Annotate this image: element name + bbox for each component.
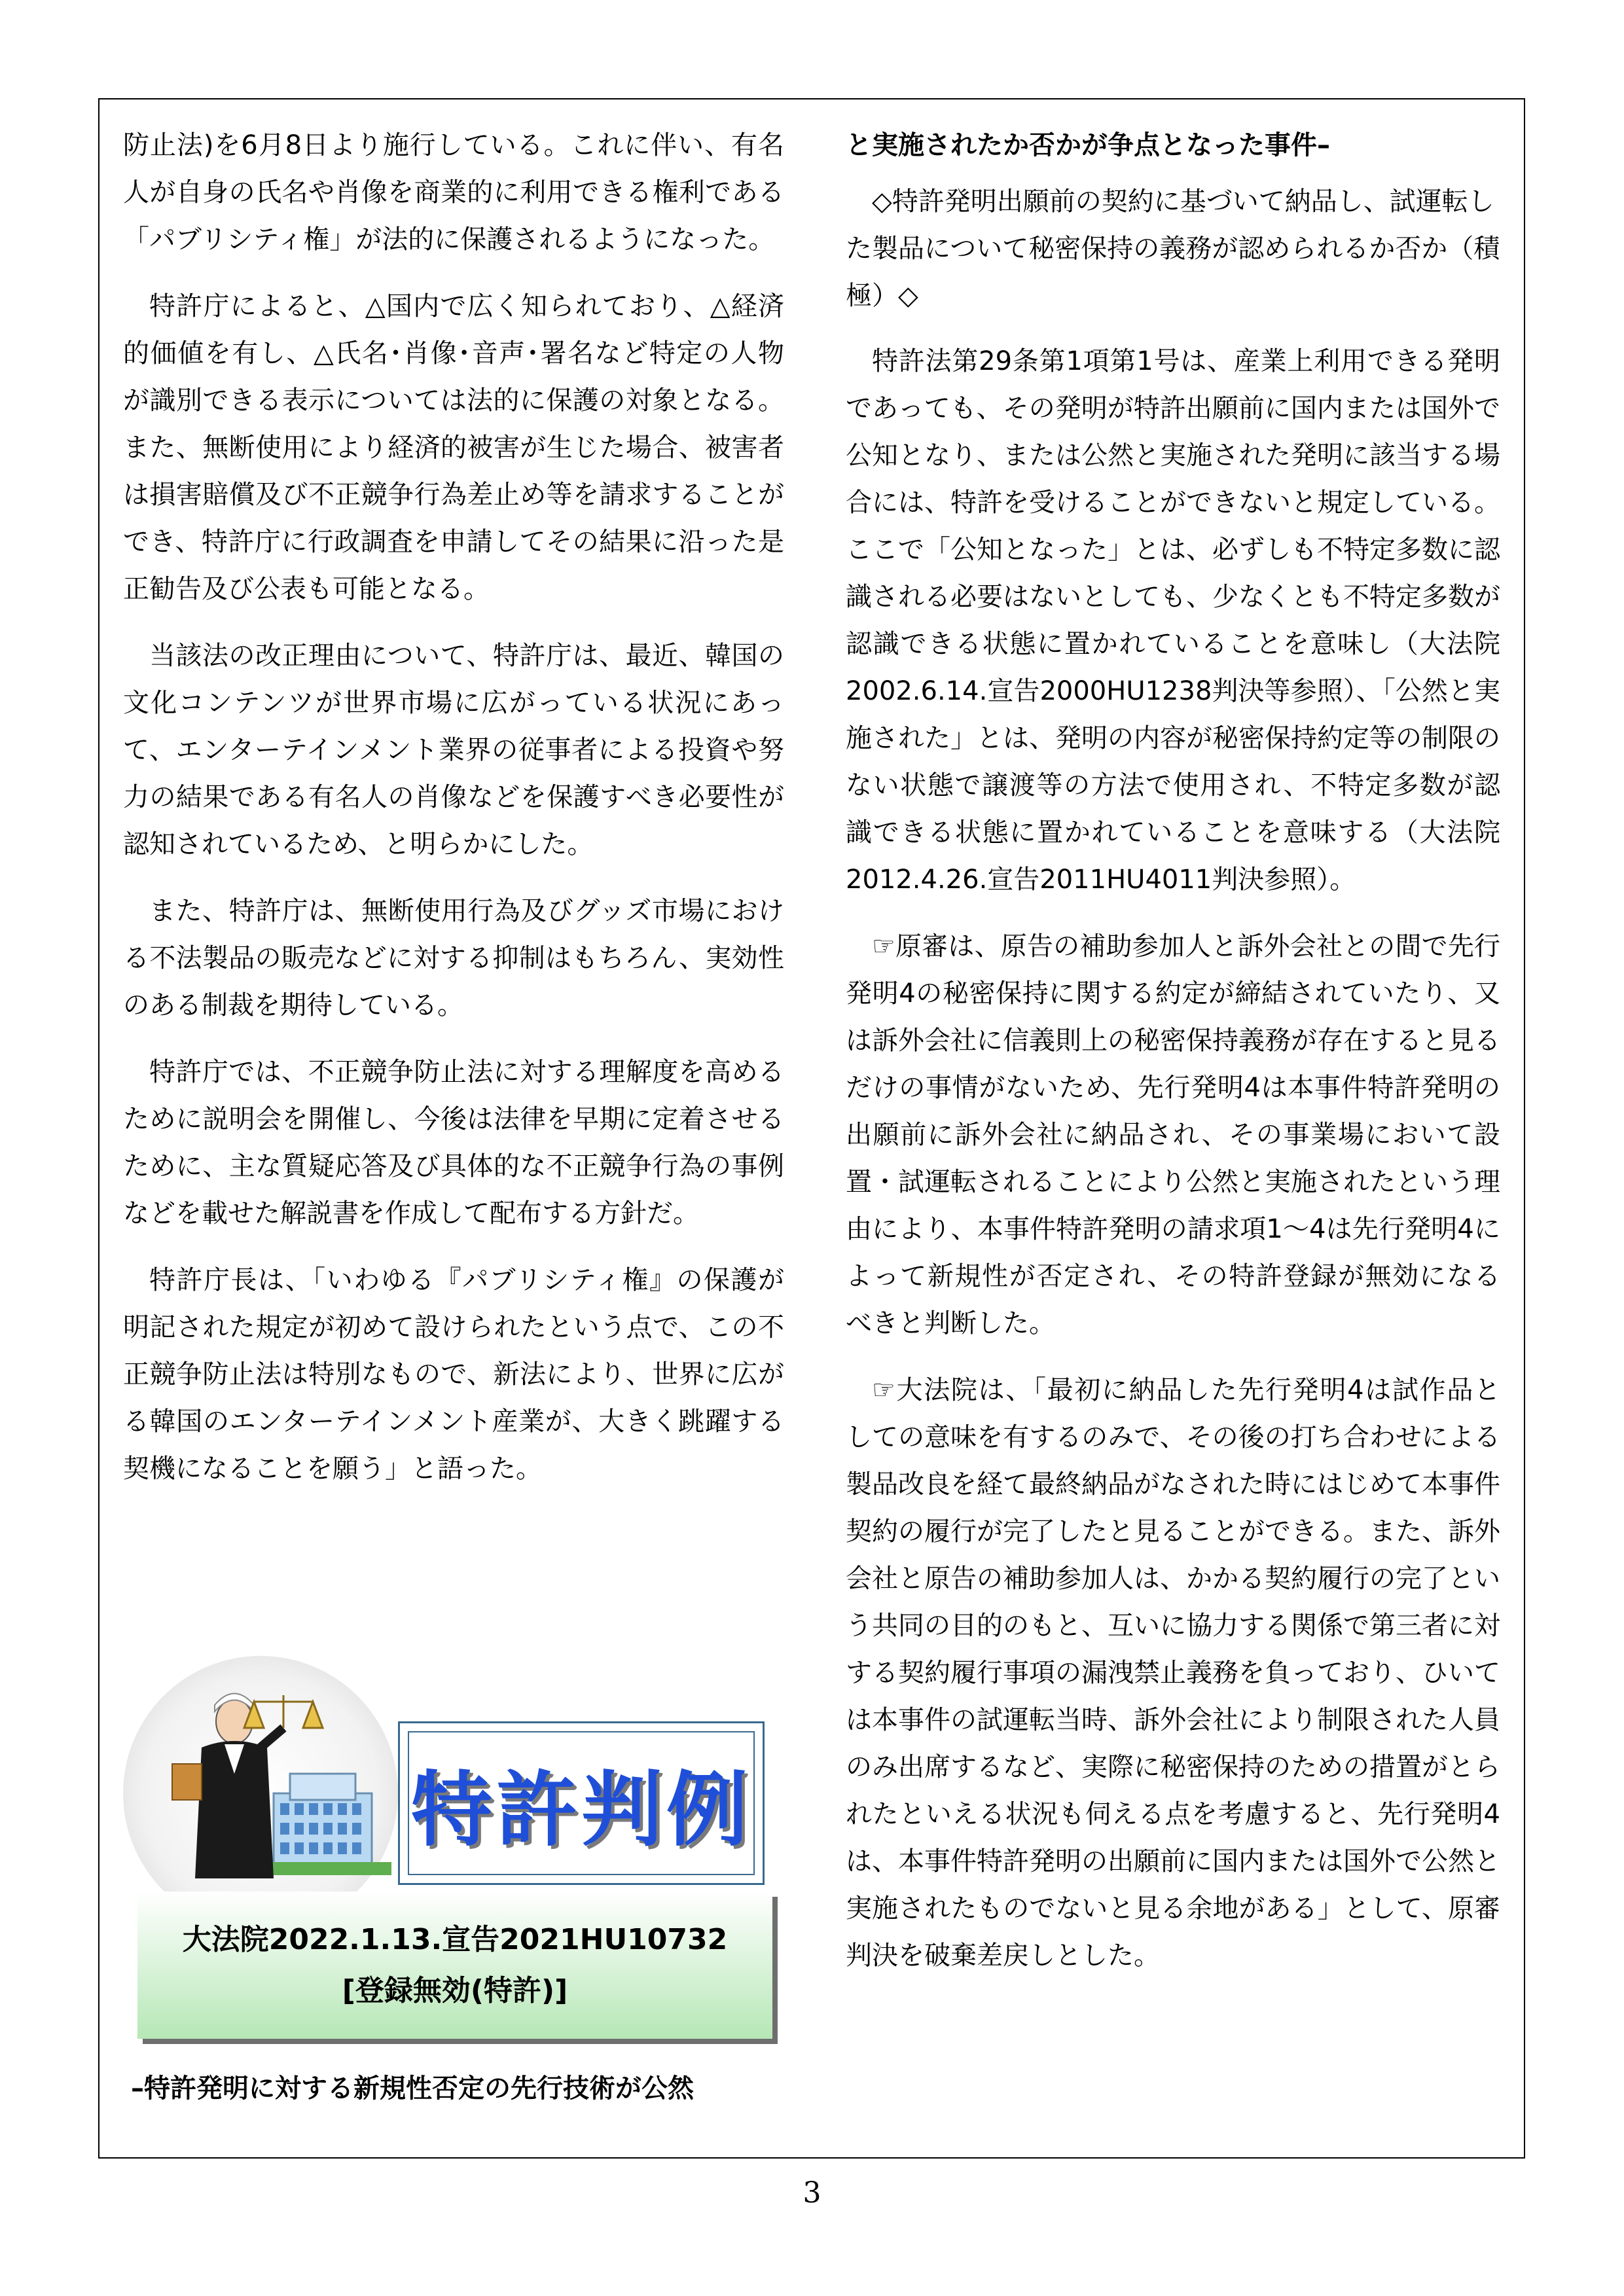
right-paragraph-3: ☞大法院は、「最初に納品した先行発明4は試作品としての意味を有するのみで、その後の打ち合わせによる製品改良を経て最終納品がなされた時にはじめて本事件契約の履行が完了したと見ることができる。また、訴外会社と原告の補助参加人は、かかる契約履行の完了という共同の目的のもと、互いに協力する関係で第三者に対する契約履行事項の漏洩禁止義務を負っており、ひいては本事件の試運転当時、訴外会社により制限された人員のみ出席するなど、実際に秘密保持のための措置がとられたといえる状況も伺える点を考慮すると、先行発明4は、本事件特許発明の出願前に国内または国外で公然と実施されたものでないと見る余地がある」として、原審判決を破棄差戻しとした。 xyxy=(846,1375,1500,1971)
case-heading: と実施されたか否かが争点となった事件– xyxy=(846,130,1330,160)
page-number: 3 xyxy=(803,2176,821,2210)
case-subheading: ◇特許発明出願前の契約に基づいて納品し、試運転した製品について秘密保持の義務が認められるか否か（積極）◇ xyxy=(846,187,1500,311)
right-paragraph-1: 特許法第29条第1項第1号は、産業上利用できる発明であっても、その発明が特許出願前に国内または国外で公知となり、または公然と実施された発明に該当する場合には、特許を受けることができないと規定している。ここで「公知となった」とは、必ずしも不特定多数に認識される必要はないとしても、少なくとも不特定多数が認識できる状態に置かれていることを意味し（大法院2002.6.14.宣告2000HU1238判決等参照）、「公然と実施された」とは、発明の内容が秘密保持約定等の制限のない状態で譲渡等の方法で使用され、不特定多数が認識できる状態に置かれていることを意味する（大法院2012.4.26.宣告2011HU4011判決参照）。 xyxy=(846,346,1500,895)
courthouse-building-icon xyxy=(261,1774,391,1875)
banner-title: 特許判例 xyxy=(410,1763,751,1857)
scales-of-justice xyxy=(244,1695,323,1728)
left-paragraph-6: 特許庁長は、「いわゆる『パブリシティ権』の保護が明記された規定が初めて設けられたという点で、この不正競争防止法は特別なもので、新法により、世界に広がる韓国のエンターテインメント産業が、大きく跳躍する契機になることを願う」と語った。 xyxy=(123,1265,784,1484)
case-number: 大法院2022.1.13.宣告2021HU10732 xyxy=(182,1922,728,1956)
judge-with-scales-icon xyxy=(149,1676,411,1898)
left-paragraph-5: 特許庁では、不正競争防止法に対する理解度を高めるために説明会を開催し、今後は法律を早期に定着させるために、主な質疑応答及び具体的な不正競争行為の事例などを載せた解説書を作成して配布する方針だ。 xyxy=(123,1057,784,1229)
right-paragraph-2: ☞原審は、原告の補助参加人と訴外会社との間で先行発明4の秘密保持に関する約定が締結されていたり、又は訴外会社に信義則上の秘密保持義務が存在すると見るだけの事情がないため、先行発明4は本事件特許発明の出願前に訴外会社に納品され、その事業場において設置・試運転されることにより公然と実施されたという理由により、本事件特許発明の請求項1～4は先行発明4によって新規性が否定され、その特許登録が無効になるべきと判断した。 xyxy=(846,931,1500,1338)
case-type: [登録無効(特許)] xyxy=(342,1973,568,2007)
patent-case-banner xyxy=(123,1656,787,1892)
right-column xyxy=(846,122,1500,1999)
case-info-box xyxy=(137,1892,772,2039)
left-column xyxy=(123,122,784,1512)
left-paragraph-2: 特許庁によると、△国内で広く知られており、△経済的価値を有し、△氏名･肖像･音声･署名など特定の人物が識別できる表示については法的に保護の対象となる。また、無断使用により経済的被害が生じた場合、被害者は損害賠償及び不正競争行為差止め等を請求することができ、特許庁に行政調査を申請してその結果に沿った是正勧告及び公表も可能となる。 xyxy=(123,291,784,604)
left-paragraph-4: また、特許庁は、無断使用行為及びグッズ市場における不法製品の販売などに対する抑制はもちろん、実効性のある制裁を期待している。 xyxy=(123,896,784,1020)
left-paragraph-1: 防止法)を6月8日より施行している。これに伴い、有名人が自身の氏名や肖像を商業的に利用できる権利である「パブリシティ権」が法的に保護されるようになった。 xyxy=(123,130,784,255)
title-box xyxy=(398,1721,765,1885)
case-tagline: –特許発明に対する新規性否定の先行技術が公然 xyxy=(131,2073,694,2104)
judge-figure xyxy=(172,1694,283,1879)
left-paragraph-3: 当該法の改正理由について、特許庁は、最近、韓国の文化コンテンツが世界市場に広がっている状況にあって、エンターテインメント業界の従事者による投資や努力の結果である有名人の肖像などを保護すべき必要性が認知されているため、と明らかにした。 xyxy=(123,641,784,859)
